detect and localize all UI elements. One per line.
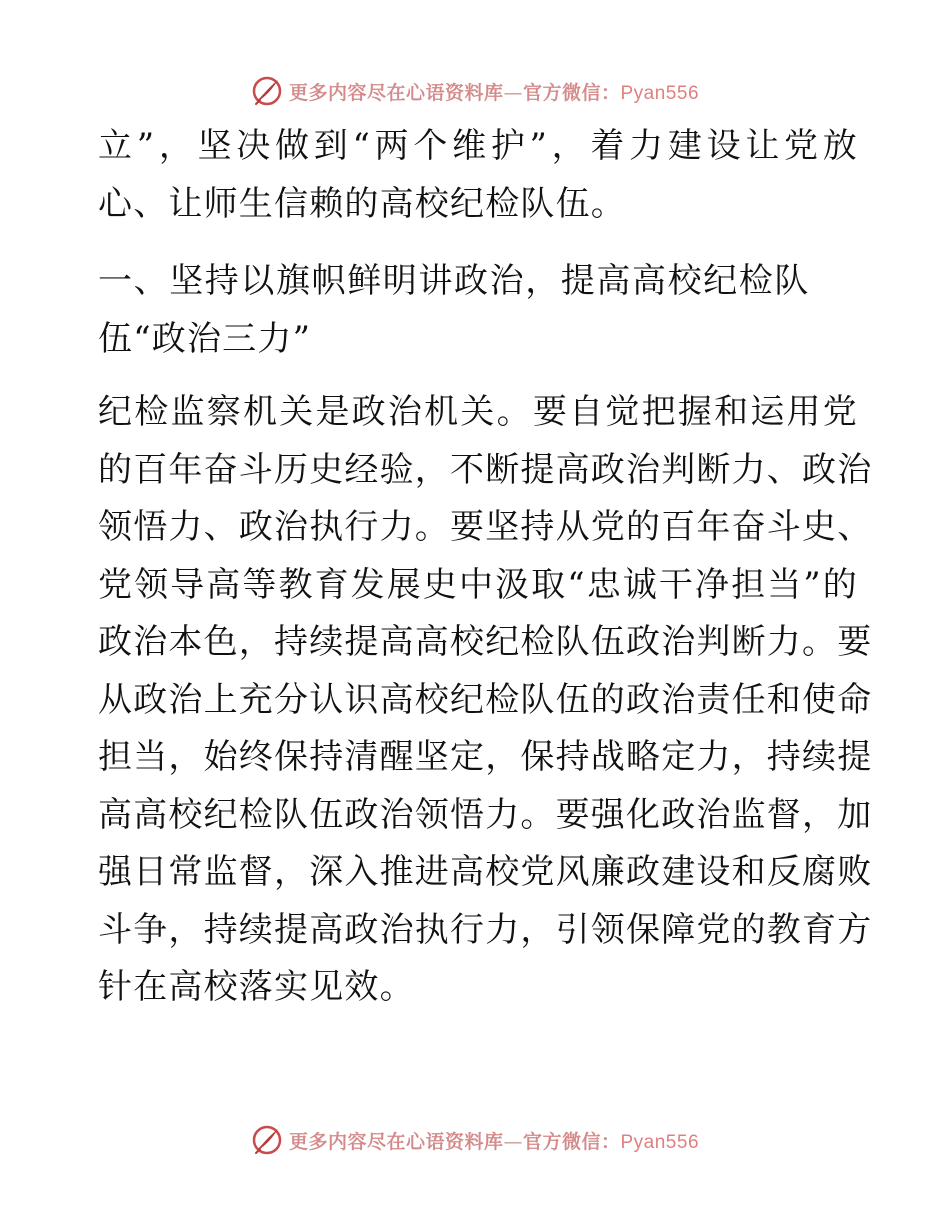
watermark-main-text: 更多内容尽在心语资料库 (288, 81, 504, 104)
paragraph-line: 政治本色，持续提高高校纪检队伍政治判断力。要 (98, 622, 873, 662)
paragraph-line: 纪检监察机关是政治机关。要自觉把握和运用党 (98, 392, 858, 432)
intro-line: 立”，坚决做到“两个维护”，着力建设让党放 (98, 126, 858, 166)
feather-pen-logo-icon (251, 1124, 283, 1156)
intro-line: 心、让师生信赖的高校纪检队伍。 (98, 183, 626, 224)
watermark-wechat-id: Pyan556 (620, 82, 700, 104)
section-heading-line: 伍“政治三力” (98, 318, 312, 359)
paragraph-line: 的百年奋斗历史经验，不断提高政治判断力、政治 (98, 449, 873, 490)
watermark-main-text: 更多内容尽在心语资料库 (288, 1130, 504, 1153)
watermark-dash: — (503, 1130, 523, 1153)
paragraph-line: 从政治上充分认识高校纪检队伍的政治责任和使命 (98, 679, 873, 720)
watermark-text (289, 1127, 699, 1154)
watermark-sub-text: 官方微信： (522, 1130, 621, 1153)
paragraph-line: 担当，始终保持清醒坚定，保持战略定力，持续提 (98, 737, 873, 777)
watermark-wechat-id: Pyan556 (620, 1131, 700, 1153)
paragraph-line: 高高校纪检队伍政治领悟力。要强化政治监督，加 (98, 794, 873, 835)
watermark-sub-text: 官方微信： (522, 81, 621, 104)
paragraph-line: 斗争，持续提高政治执行力，引领保障党的教育方 (98, 909, 873, 950)
section-heading-line: 一、坚持以旗帜鲜明讲政治，提高高校纪检队 (98, 261, 810, 301)
paragraph-line: 领悟力、政治执行力。要坚持从党的百年奋斗史、 (98, 507, 873, 547)
document-body (98, 118, 873, 1017)
header-watermark (0, 71, 950, 111)
footer-watermark (0, 1120, 950, 1160)
paragraph-line: 党领导高等教育发展史中汲取“忠诚干净担当”的 (98, 564, 858, 605)
watermark-text (289, 78, 699, 105)
paragraph-line: 强日常监督，深入推进高校党风廉政建设和反腐败 (98, 852, 873, 892)
paragraph-line: 针在高校落实见效。 (98, 967, 415, 1007)
watermark-dash: — (503, 81, 523, 104)
feather-pen-logo-icon (251, 75, 283, 107)
